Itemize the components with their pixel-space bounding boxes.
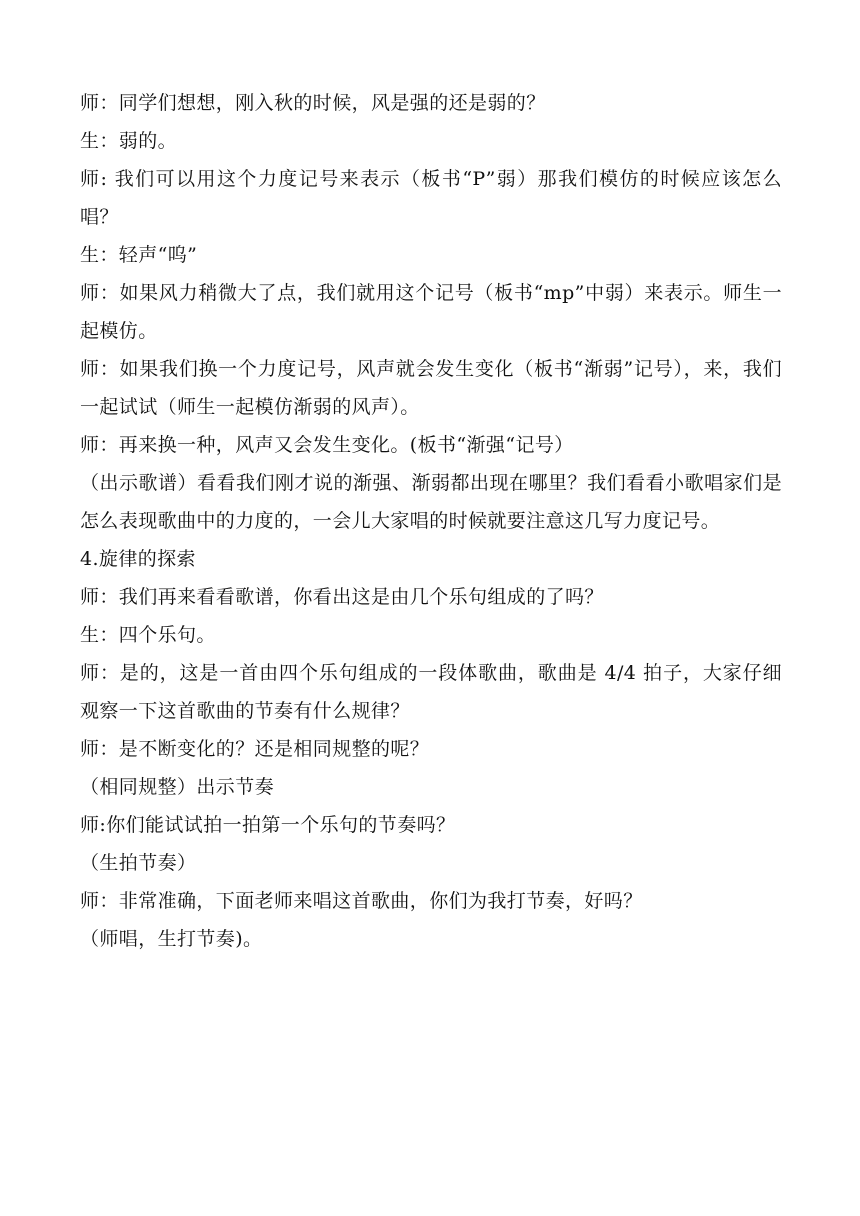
paragraph-7: 师：再来换一种，风声又会发生变化。(板书“渐强“记号） [80, 434, 574, 456]
paragraph-16: （生拍节奏） [80, 852, 197, 874]
paragraph-1: 师：同学们想想，刚入秋的时候，风是强的还是弱的？ [80, 92, 546, 114]
paragraph-10: 师：我们再来看看歌谱，你看出这是由几个乐句组成的了吗？ [80, 586, 604, 608]
paragraph-5: 师：如果风力稍微大了点，我们就用这个记号（板书“mp”中弱）来表示。师生一起模仿。 [80, 282, 782, 342]
paragraph-3: 师: 我们可以用这个力度记号来表示（板书“P”弱）那我们模仿的时候应该怎么唱？ [80, 168, 782, 228]
paragraph-17: 师：非常准确，下面老师来唱这首歌曲，你们为我打节奏，好吗？ [80, 890, 643, 912]
paragraph-15: 师:你们能试试拍一拍第一个乐句的节奏吗？ [80, 814, 456, 836]
paragraph-8: （出示歌谱）看看我们刚才说的渐强、渐弱都出现在哪里？我们看看小歌唱家们是怎么表现歌曲中的力度的，一会儿大家唱的时候就要注意这几写力度记号。 [80, 472, 782, 532]
paragraph-2: 生：弱的。 [80, 130, 178, 152]
paragraph-6: 师：如果我们换一个力度记号，风声就会发生变化（板书“渐弱”记号），来，我们一起试试（师生一起模仿渐弱的风声）。 [80, 358, 782, 418]
paragraph-13: 师：是不断变化的？还是相同规整的呢？ [80, 738, 430, 760]
paragraph-4: 生：轻声“呜” [80, 244, 198, 266]
paragraph-14: （相同规整）出示节奏 [80, 776, 275, 798]
paragraph-12: 师：是的，这是一首由四个乐句组成的一段体歌曲，歌曲是 4/4 拍子，大家仔细观察一下这首歌曲的节奏有什么规律？ [80, 662, 782, 722]
section-heading: 4.旋律的探索 [80, 548, 196, 570]
paragraph-18: （师唱，生打节奏)。 [80, 928, 263, 950]
paragraph-11: 生：四个乐句。 [80, 624, 216, 646]
document-body [80, 84, 782, 958]
